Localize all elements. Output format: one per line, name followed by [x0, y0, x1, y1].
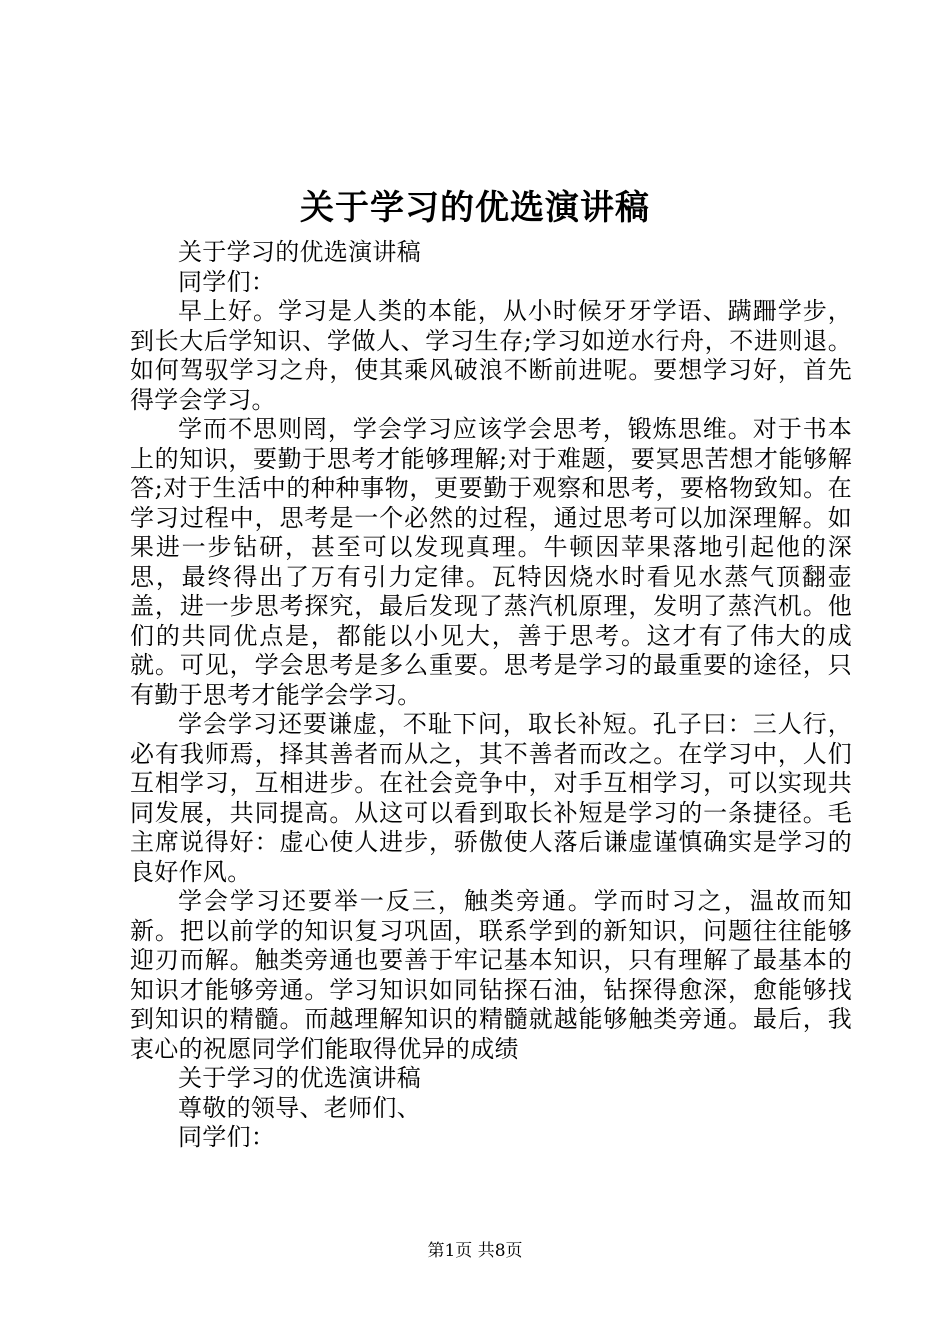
paragraph-respect: 尊敬的领导、老师们、: [178, 1093, 421, 1122]
paragraph-intro: 早上好。学习是人类的本能，从小时候牙牙学语、蹒跚学步，到长大后学知识、学做人、学习生存;学习如逆水行舟，不进则退。如何驾驭学习之舟，使其乘风破浪不断前进呢。要想学习好，首先得学会学习。: [130, 297, 852, 414]
page-number-footer: 第1页 共8页: [427, 1241, 523, 1261]
paragraph-subtitle: 关于学习的优选演讲稿: [178, 238, 421, 266]
document-body: [130, 238, 852, 1153]
paragraph-salutation: 同学们：: [178, 267, 276, 296]
paragraph-inference: 学会学习还要举一反三，触类旁通。学而时习之，温故而知新。把以前学的知识复习巩固，联系学到的新知识，问题往往能够迎刃而解。触类旁通也要善于牢记基本知识，只有理解了最基本的知识才能够旁通。学习知识如同钻探石油，钻探得愈深，愈能够找到知识的精髓。而越理解知识的精髓就越能够触类旁通。最后，我衷心的祝愿同学们能取得优异的成绩: [130, 887, 852, 1063]
paragraph-humility: 学会学习还要谦虚，不耻下问，取长补短。孔子曰：三人行，必有我师焉，择其善者而从之，其不善者而改之。在学习中，人们互相学习，互相进步。在社会竞争中，对手互相学习，可以实现共同发展，共同提高。从这可以看到取长补短是学习的一条捷径。毛主席说得好：虚心使人进步，骄傲使人落后谦虚谨慎确实是学习的良好作风。: [130, 710, 852, 886]
paragraph-second-title: 关于学习的优选演讲稿: [178, 1064, 421, 1092]
document-title: 关于学习的优选演讲稿: [300, 188, 650, 228]
paragraph-second-salutation: 同学们：: [178, 1123, 276, 1151]
paragraph-thinking: 学而不思则罔，学会学习应该学会思考，锻炼思维。对于书本上的知识，要勤于思考才能够理解;对于难题，要冥思苦想才能够解答;对于生活中的种种事物，更要勤于观察和思考，要格物致知。在学习过程中，思考是一个必然的过程，通过思考可以加深理解。如果进一步钻研，甚至可以发现真理。牛顿因苹果落地引起他的深思，最终得出了万有引力定律。瓦特因烧水时看见水蒸气顶翻壶盖，进一步思考探究，最后发现了蒸汽机原理，发明了蒸汽机。他们的共同优点是，都能以小见大，善于思考。这才有了伟大的成就。可见，学会思考是多么重要。思考是学习的最重要的途径，只有勤于思考才能学会学习。: [130, 415, 852, 709]
